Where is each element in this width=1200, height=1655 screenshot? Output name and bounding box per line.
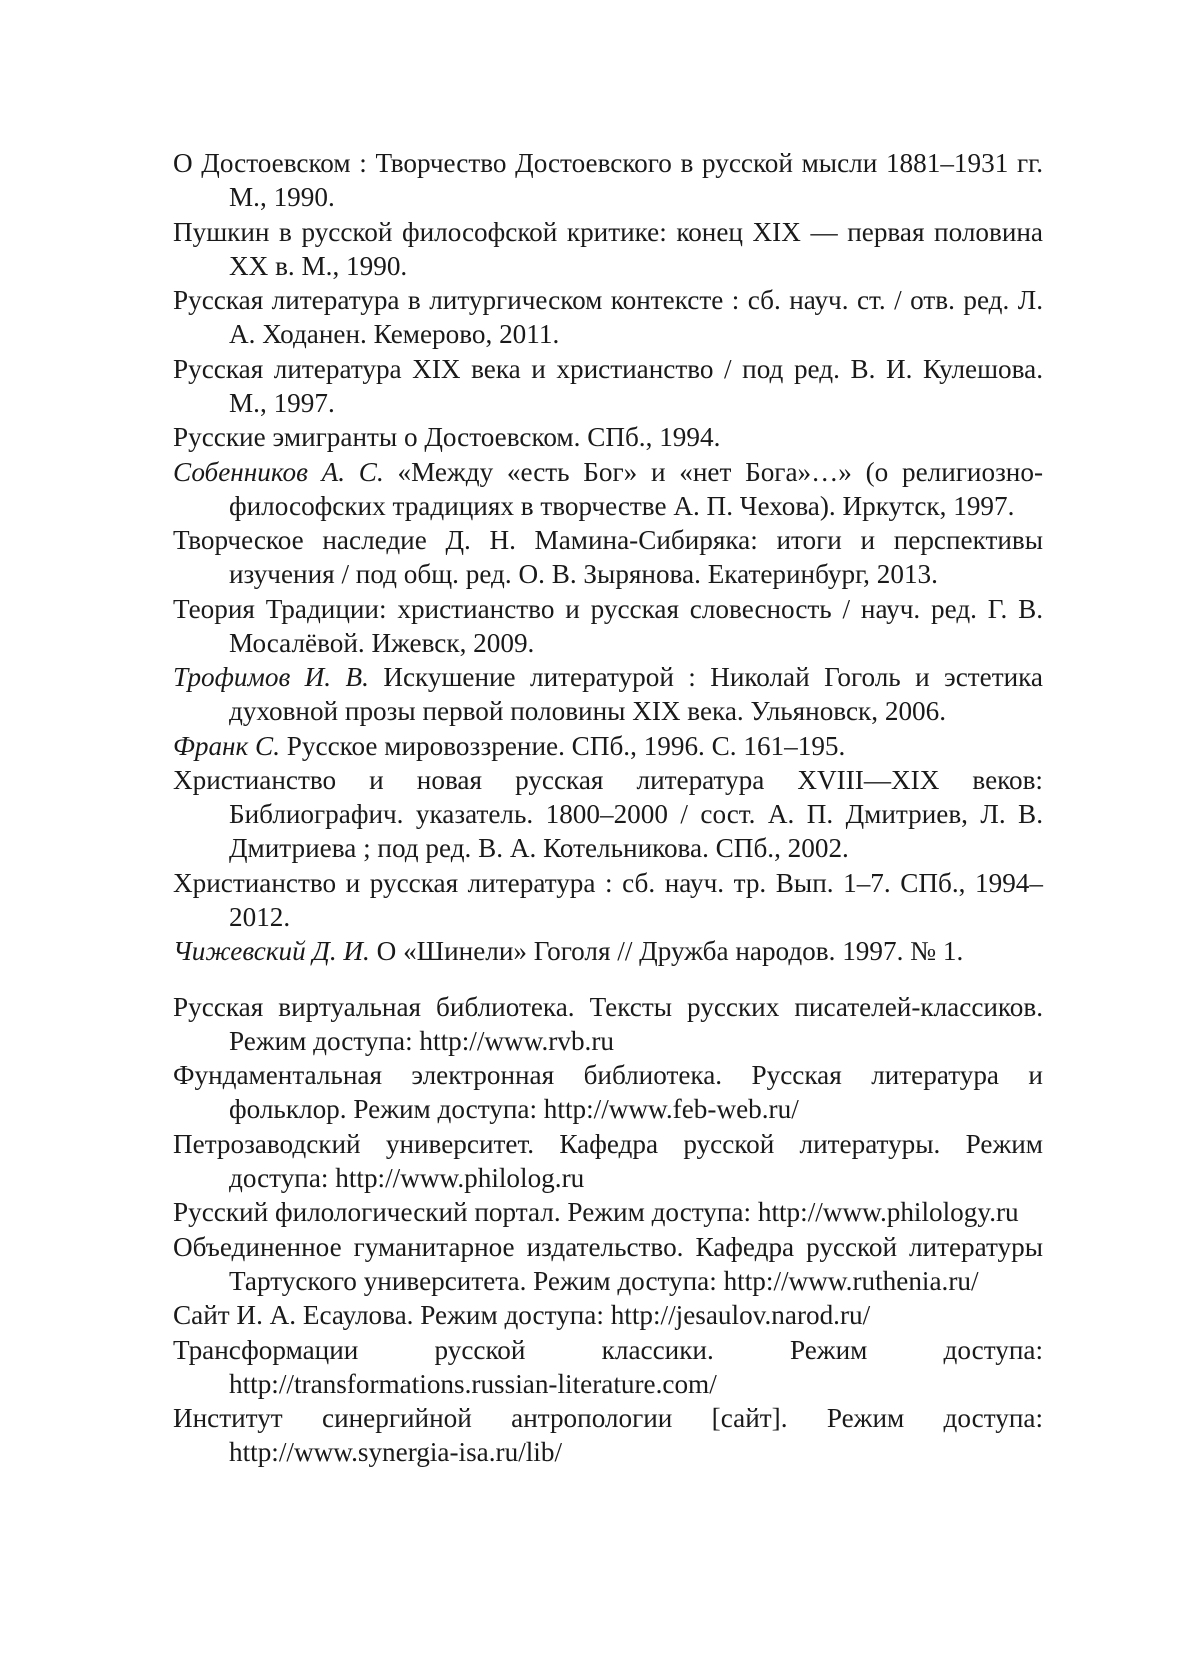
bibliography-entry	[173, 352, 1043, 420]
web-resource-entry	[173, 990, 1043, 1058]
entry-author: Чижевский Д. И.	[173, 936, 370, 966]
entry-text: Теория Традиции: христианство и русская словесность / науч. ред. Г. В. Мосалёвой. Ижевск, 2009.	[173, 593, 1043, 658]
entry-text: Сайт И. А. Есаулова. Режим доступа: http://jesaulov.narod.ru/	[173, 1300, 871, 1330]
entry-text: Пушкин в русской философской критике: конец XIX — первая половина XX в. М., 1990.	[173, 216, 1043, 281]
bibliography-entry	[173, 420, 1043, 454]
entry-text: Фундаментальная электронная библиотека. Русская литература и фольклор. Режим доступа: http://www.feb-web.ru/	[173, 1060, 1043, 1124]
bibliography-entry	[173, 523, 1043, 591]
web-resource-entry	[173, 1127, 1043, 1195]
entry-text: Русские эмигранты о Достоевском. СПб., 1994.	[173, 422, 721, 452]
entry-text: Творческое наследие Д. Н. Мамина-Сибиряка: итоги и перспективы изучения / под общ. ред. О. В. Зырянова. Екатеринбург, 2013.	[173, 525, 1043, 589]
bibliography-entry	[173, 729, 1043, 763]
entry-text: О Достоевском : Творчество Достоевского в русской мысли 1881–1931 гг. М., 1990.	[173, 148, 1043, 212]
document-page	[173, 146, 1043, 1470]
entry-text: Христианство и новая русская литература XVIII—XIX веков: Библиографич. указатель. 1800–2000 / сост. А. П. Дмитриев, Л. В. Дмитриева ; под ред. В. А. Котельникова. СПб., 2002.	[173, 765, 1043, 863]
bibliography-entry	[173, 146, 1043, 214]
bibliography-entry	[173, 660, 1043, 728]
entry-text: Искушение литературой : Николай Гоголь и эстетика духовной прозы первой половины XIX века. Ульяновск, 2006.	[229, 662, 1043, 726]
entry-text: Русское мировоззрение. СПб., 1996. С. 161–195.	[280, 730, 846, 761]
bibliography-entry	[173, 866, 1043, 934]
entry-text: Объединенное гуманитарное издательство. Кафедра русской литературы Тартуского университета. Режим доступа: http://www.ruthenia.ru/	[173, 1231, 1043, 1296]
web-resource-entry	[173, 1401, 1043, 1469]
web-resource-entry	[173, 1230, 1043, 1298]
bibliography-entry	[173, 455, 1043, 523]
entry-text: Христианство и русская литература : сб. науч. тр. Вып. 1–7. СПб., 1994–2012.	[173, 867, 1043, 932]
bibliography-entry	[173, 763, 1043, 865]
entry-text: Трансформации русской классики. Режим доступа: http://transformations.russian-literature.com/	[173, 1334, 1043, 1399]
web-resource-entry	[173, 1298, 1043, 1332]
bibliography-entry	[173, 592, 1043, 660]
entry-text: «Между «есть Бог» и «нет Бога»…» (о религиозно-философских традициях в творчестве А. П. Чехова). Иркутск, 1997.	[229, 456, 1044, 521]
bibliography-entry	[173, 283, 1043, 351]
section-spacer	[173, 969, 1043, 990]
bibliography-entry	[173, 934, 1043, 968]
entry-text: Русская литература в литургическом контексте : сб. науч. ст. / отв. ред. Л. А. Ходанен. Кемерово, 2011.	[173, 285, 1043, 349]
web-resource-entry	[173, 1333, 1043, 1401]
web-resource-entry	[173, 1195, 1043, 1229]
entry-text: Русский филологический портал. Режим доступа: http://www.philology.ru	[173, 1197, 1019, 1227]
entry-text: О «Шинели» Гоголя // Дружба народов. 1997. № 1.	[369, 936, 964, 966]
bibliography-entry	[173, 215, 1043, 283]
entry-author: Франк С.	[173, 730, 280, 761]
entry-text: Институт синергийной антропологии [сайт]. Режим доступа: http://www.synergia-isa.ru/lib/	[173, 1403, 1043, 1467]
entry-text: Русская виртуальная библиотека. Тексты русских писателей-классиков. Режим доступа: http://www.rvb.ru	[173, 991, 1043, 1056]
web-resources-list	[173, 990, 1043, 1470]
web-resource-entry	[173, 1058, 1043, 1126]
entry-text: Петрозаводский университет. Кафедра русской литературы. Режим доступа: http://www.philolog.ru	[173, 1128, 1043, 1193]
entry-text: Русская литература XIX века и христианство / под ред. В. И. Кулешова. М., 1997.	[173, 353, 1043, 418]
entry-author: Трофимов И. В.	[173, 662, 369, 692]
entry-author: Собенников А. С.	[173, 456, 384, 487]
bibliography-list	[173, 146, 1043, 968]
